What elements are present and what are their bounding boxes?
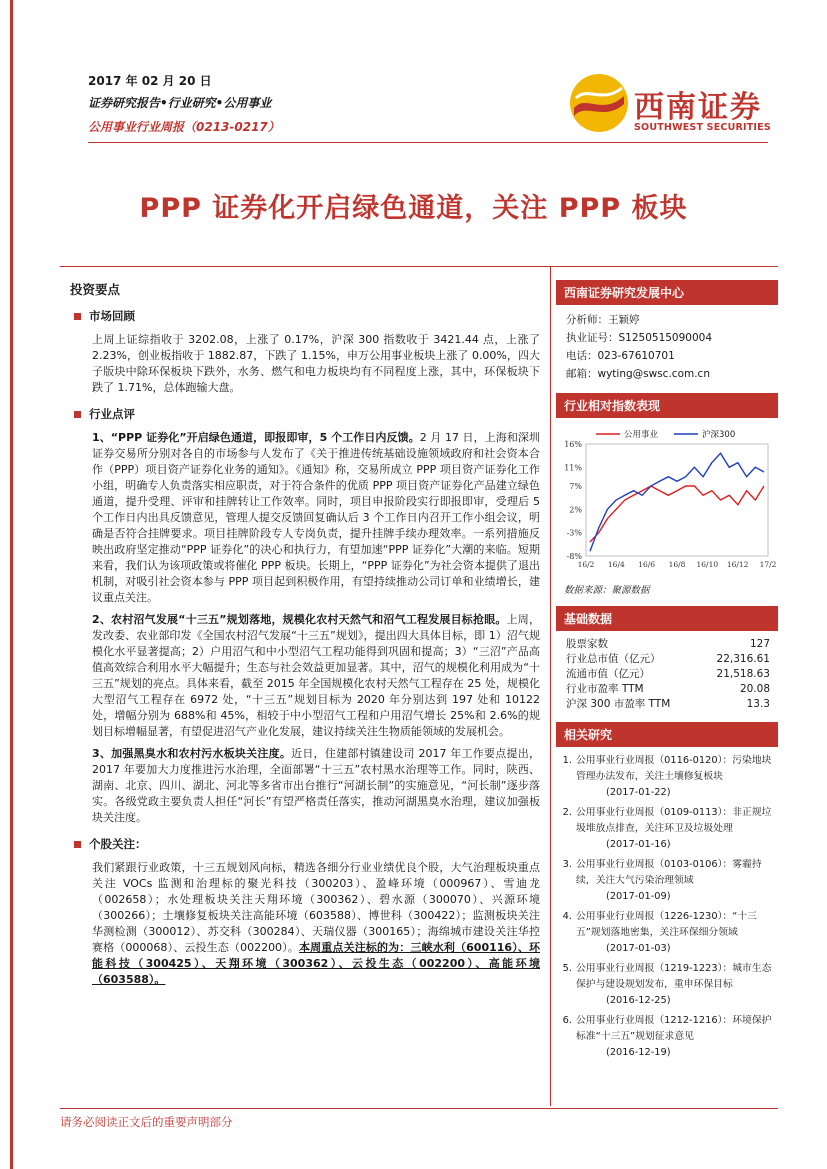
stocks-paragraph: 我们紧跟行业政策，十三五规划风向标，精选各细分行业业绩优良个股，大气治理板块重点关注 VOCs 监测和治理标的聚光科技（300203）、盈峰环境（000967）、雪迪龙（002658）；水处理板块关注天翔环境（300362）、碧水源（300070）、兴源环境（300266）；土壤修复板块关注高能环境（603588）、博世科（300422）；监测板块关注华测检测（300012）、苏交科（300284）、天瑞仪器（300165）；海绵城市建设关注华控赛格（000068）、云投生态（002200）。本周重点关注标的为：三峡水利（600116）、环能科技（300425）、天翔环境（300362）、云投生态（002200）、高能环境（603588）。: [92, 861, 541, 986]
basic-data-row: [556, 637, 778, 652]
x-tick-label: 16/8: [668, 560, 686, 569]
related-item-title: 公用事业行业周报（1226-1230）：“十三五”规划落地密集，关注环保细分领域: [576, 911, 757, 938]
y-tick-label: -8%: [566, 552, 582, 561]
analyst-cert: 执业证号：S1250515090004: [566, 332, 713, 344]
legend-label: 沪深300: [702, 430, 736, 440]
company-logo: [568, 72, 778, 142]
related-item-date: (2016-12-25): [606, 995, 671, 1006]
x-tick-label: 16/10: [696, 560, 719, 569]
basic-data-row: [556, 652, 778, 667]
related-item-date: (2016-12-19): [606, 1047, 671, 1058]
basic-data-row: [556, 667, 778, 682]
key-points-heading: 投资要点: [70, 282, 121, 297]
related-research-title: 相关研究: [556, 722, 778, 747]
y-tick-label: 2%: [569, 505, 582, 515]
logo-mark-icon: [568, 72, 630, 134]
related-research-list: [556, 753, 778, 1061]
header-divider: [88, 142, 768, 143]
basic-data-row: [556, 697, 778, 712]
report-date: 2017 年 02 月 20 日: [88, 74, 212, 88]
chart-source: 数据来源：聚源数据: [564, 585, 650, 596]
analyst-email[interactable]: 邮箱：wyting@swsc.com.cn: [566, 368, 710, 380]
main-column: [70, 280, 540, 994]
page-title: PPP 证券化开启绿色通道，关注 PPP 板块: [139, 193, 688, 224]
logo-name-en: SOUTHWEST SECURITIES: [634, 122, 771, 133]
basic-data-label: 股票家数: [566, 638, 608, 650]
series-line-utilities: [590, 486, 764, 542]
industry-point-1: 1、“PPP 证券化”开启绿色通道，即报即审，5 个工作日内反馈。2 月 17 日，上海和深圳证券交易所分别对各自的市场参与人发布了《关于推进传统基础设施领域政府和社会资本合作（PPP）项目资产证券化业务的通知》。《通知》称，交易所成立 PPP 项目资产证券化工作小组，明确专人负责落实相应职责，对于符合条件的优质 PPP 项目资产证券化产品建立绿色通道，提升受理、评审和挂牌转让工作效率。同时，项目申报阶段实行即报即审，受理后 5 个工作日内出具反馈意见，管理人提交反馈回复确认后 3 个工作日内召开工作小组会议，明确是否符合挂牌要求。项目挂牌阶段专人专岗负责，提升挂牌手续办理效率。一系列措施反映出政府坚定推动“PPP 证券化”的决心和执行力，有望加速“PPP 证券化”大潮的来临。短期来看，我们认为该项政策或将催化 PPP 板块。长期上，“PPP 证券化”为社会资本提供了退出机制，对吸引社会资本参与 PPP 项目起到积极作用，有望持续推动公司订单和业绩增长，建议重点关注。: [92, 431, 540, 604]
left-accent-bar: [10, 0, 13, 1169]
basic-data-value: 13.3: [746, 698, 770, 710]
basic-data-value: 22,316.61: [716, 653, 770, 665]
y-tick-label: 11%: [564, 463, 582, 473]
logo-name-cn: 西南证券: [634, 90, 762, 125]
related-research-item[interactable]: [556, 909, 778, 957]
related-item-number: 6.: [562, 1015, 572, 1026]
x-tick-label: 16/4: [607, 560, 625, 569]
related-item-date: (2017-01-22): [606, 787, 671, 798]
perf-chart-svg: [556, 424, 778, 580]
square-bullet-icon: [74, 841, 81, 848]
x-tick-label: 17/2: [759, 560, 777, 569]
basic-data-value: 127: [749, 638, 770, 650]
analyst-name: 分析师：王颖婷: [566, 314, 640, 326]
related-research-item[interactable]: [556, 1013, 778, 1061]
y-tick-label: 7%: [569, 482, 582, 491]
y-tick-label: 16%: [564, 440, 582, 449]
square-bullet-icon: [74, 313, 81, 320]
research-center-title: 西南证券研究发展中心: [556, 280, 778, 305]
related-item-number: 3.: [562, 859, 572, 870]
series-line-hs300: [590, 453, 764, 551]
industry-point-3: 3、加强黑臭水和农村污水板块关注度。近日，住建部村镇建设司 2017 年工作要点提出，2017 年要加大力度推进污水治理，全面部署“十三五”农村黑水治理等工作。同时，陕西、湖南、北京、四川、湖北、河北等多省市出台推行“河湖长制”的实施意见，“河长制”逐步落实。各级党政主要负责人担任“河长”有望严格责任落实，推动河湖黑臭水治理，建议加强板块关注度。: [92, 747, 540, 824]
square-bullet-icon: [74, 411, 81, 418]
x-tick-label: 16/6: [638, 560, 656, 569]
section-heading-industry: 行业点评: [74, 406, 540, 422]
related-item-number: 5.: [562, 963, 572, 974]
basic-data-table: [556, 637, 778, 712]
basic-data-label: 行业市盈率 TTM: [566, 683, 644, 695]
related-item-date: (2017-01-09): [606, 891, 671, 902]
related-research-item[interactable]: [556, 805, 778, 853]
focus-stocks: 本周重点关注标的为：三峡水利（600116）、环能科技（300425）、天翔环境（300362）、云投生态（002200）、高能环境（603588）。: [92, 941, 541, 986]
perf-chart-title: 行业相对指数表现: [556, 393, 778, 418]
y-tick-label: -3%: [566, 528, 582, 538]
related-item-number: 1.: [562, 755, 572, 766]
basic-data-value: 21,518.63: [716, 668, 770, 680]
perf-chart: [556, 424, 778, 580]
basic-data-value: 20.08: [739, 683, 770, 695]
market-review-paragraph: 上周上证综指收于 3202.08，上涨了 0.17%，沪深 300 指数收于 3421.44 点，上涨了 2.23%，创业板指收于 1882.87，下跌了 1.15%，申万公用事业板块上涨了 0.00%，四大子版块中除环保板块下跌外，水务、燃气和电力板块均有不同程度上涨，其中，环保板块下跌了 1.71%，总体跑输大盘。: [92, 333, 540, 394]
related-item-title: 公用事业行业周报（0109-0113）：非正规垃圾堆放点排查，关注环卫及垃圾处理: [576, 807, 772, 834]
related-research-item[interactable]: [556, 961, 778, 1009]
footer-divider: [60, 1108, 778, 1109]
basic-data-label: 行业总市值（亿元）: [566, 653, 661, 665]
related-item-number: 2.: [562, 807, 572, 818]
basic-data-row: [556, 682, 778, 697]
related-item-title: 公用事业行业周报（0116-0120）：污染地块管理办法发布，关注土壤修复板块: [576, 755, 772, 782]
related-item-title: 公用事业行业周报（1219-1223）：城市生态保护与建设规划发布，重申环保目标: [576, 963, 772, 990]
related-research-item[interactable]: [556, 753, 778, 801]
legend-label: 公用事业: [624, 430, 659, 440]
related-research-item[interactable]: [556, 857, 778, 905]
related-item-title: 公用事业行业周报（1212-1216）：环境保护标准“十三五”规划征求意见: [576, 1015, 772, 1042]
x-tick-label: 16/12: [726, 560, 749, 569]
basic-data-label: 流通市值（亿元）: [566, 668, 650, 680]
related-item-title: 公用事业行业周报（0103-0106）：雾霾持续，关注大气污染治理领域: [576, 859, 762, 886]
x-tick-label: 16/2: [577, 560, 595, 569]
column-divider: [550, 266, 551, 1106]
section-heading-market: 市场回顾: [74, 308, 540, 324]
industry-point-2: 2、农村沼气发展“十三五”规划落地，规模化农村天然气和沼气工程发展目标抢眼。上周，发改委、农业部印发《全国农村沼气发展“十三五”规划》，提出四大具体目标，即 1）沼气规模化水平显著提高；2）户用沼气和中小型沼气工程功能得到巩固和提高；3）“三沼”产品高值高效综合利用水平大幅提升；生态与社会效益更加显著。其中，沼气的规模化利用成为“十三五”规划的亮点。具体来看，截至 2015 年全国规模化农村天然气工程存在 25 处，规模化大型沼气工程存在 6972 处，“十三五”规划目标为 2020 年分别达到 197 处和 10122 处，增幅分别为 688%和 45%，相较于中小型沼气工程和户用沼气增长 25%和 2.6%的规划目标增幅显著，有望促进沼气产业化发展，建议持续关注生物质能领域的发展机会。: [92, 613, 540, 738]
section-heading-stocks: 个股关注：: [74, 836, 540, 852]
analyst-phone: 电话：023-67610701: [566, 350, 675, 362]
related-item-number: 4.: [562, 911, 572, 922]
report-subtitle: 公用事业行业周报（0213-0217）: [88, 120, 280, 134]
related-item-date: (2017-01-16): [606, 839, 671, 850]
footer-disclaimer[interactable]: 请务必阅读正文后的重要声明部分: [60, 1115, 233, 1129]
report-type: 证券研究报告•行业研究•公用事业: [88, 96, 272, 110]
sidebar: [556, 280, 778, 1065]
basic-data-title: 基础数据: [556, 606, 778, 631]
related-item-date: (2017-01-03): [606, 943, 671, 954]
title-divider: [60, 266, 778, 267]
basic-data-label: 沪深 300 市盈率 TTM: [566, 698, 671, 710]
